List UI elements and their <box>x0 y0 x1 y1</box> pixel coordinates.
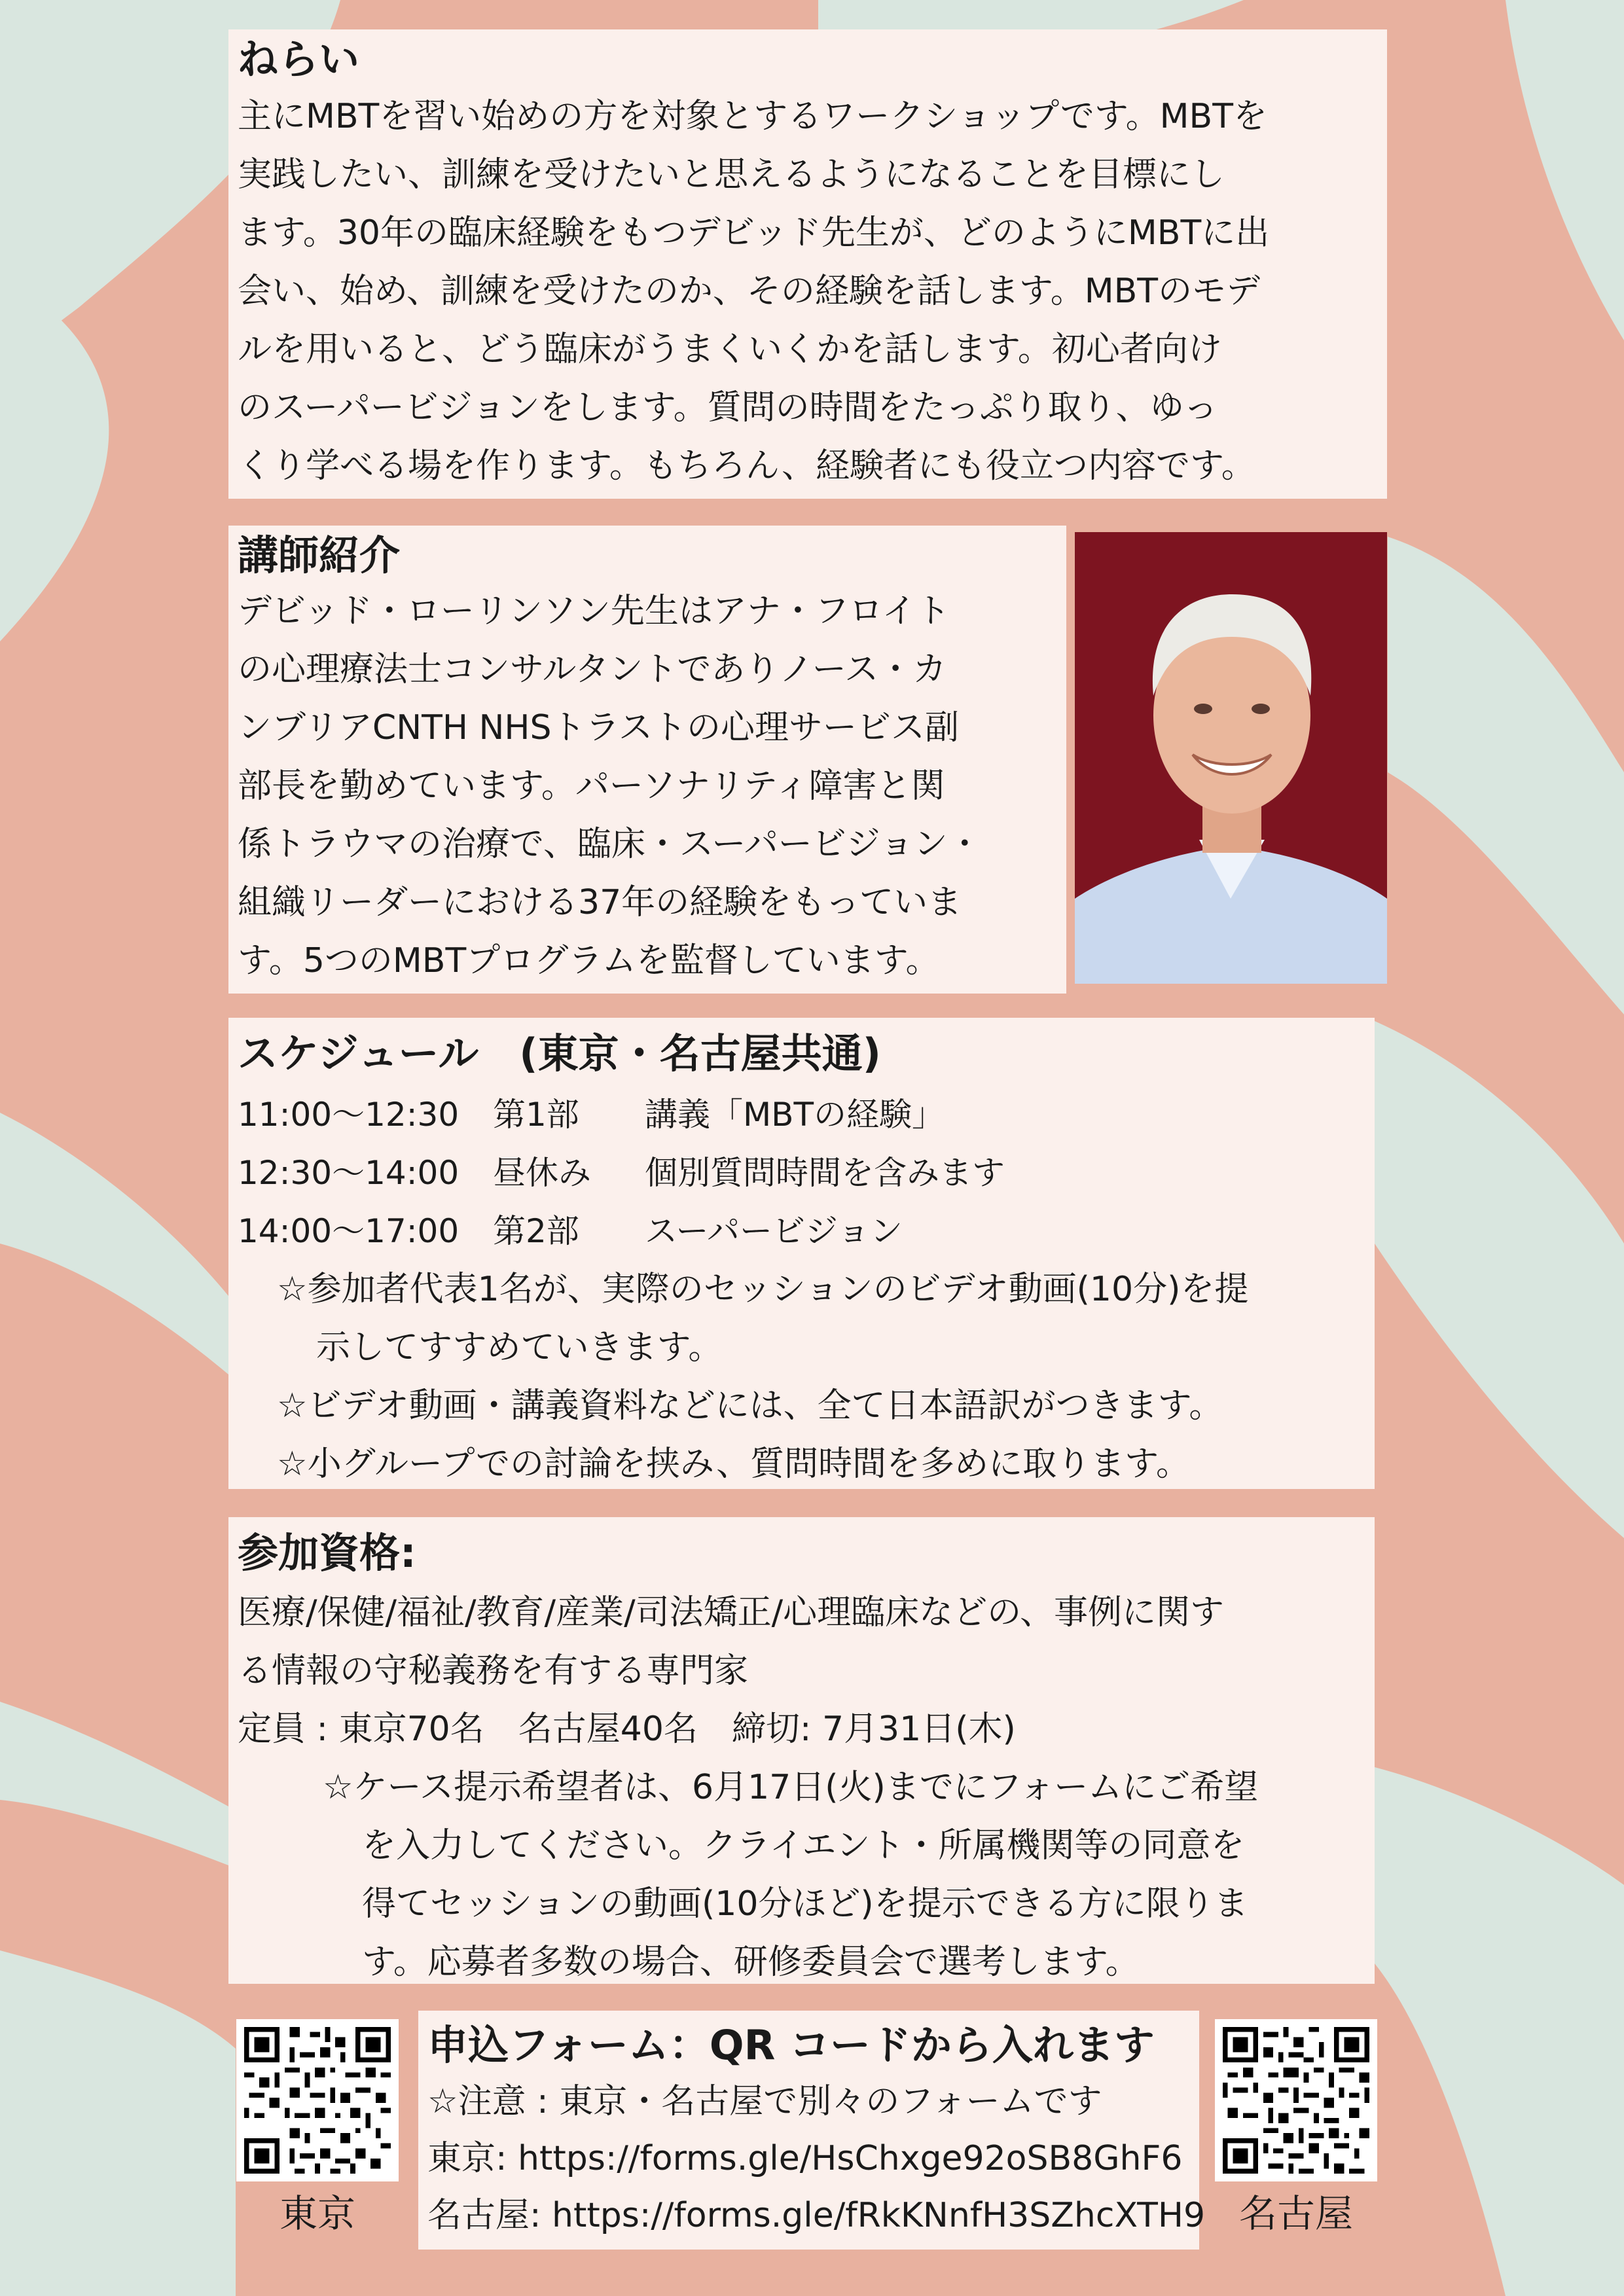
lecturer-title: 講師紹介 <box>238 531 401 579</box>
qualification-title: 参加資格: <box>238 1529 416 1577</box>
aims-line: くり学べる場を作ります。もちろん、経験者にも役立つ内容です。 <box>238 446 1255 486</box>
lecturer-section <box>228 526 1066 994</box>
schedule-time: 14:00〜17:00 <box>238 1212 460 1250</box>
schedule-part: 第2部 <box>493 1212 579 1250</box>
aims-line: 主にMBTを習い始めの方を対象とするワークショップです。MBTを <box>238 97 1267 136</box>
schedule-desc: 個別質問時間を含みます <box>645 1154 1005 1192</box>
application-title: 申込フォーム：QR コードから入れます <box>427 2021 1155 2069</box>
schedule-desc: 講義「MBTの経験」 <box>645 1096 945 1134</box>
tokyo-qr-label: 東京 <box>279 2191 355 2236</box>
application-body <box>427 2073 1206 2244</box>
aims-title: ねらい <box>238 35 360 83</box>
qualification-body <box>238 1584 1365 1759</box>
nagoya-qr-code[interactable] <box>1215 2019 1377 2181</box>
aims-line: 実践したい、訓練を受けたいと思えるようになることを目標にし <box>238 155 1225 194</box>
lecturer-line: 部長を勤めています。パーソナリティ障害と関 <box>238 766 945 806</box>
qualification-note-line: を入力してください。クライエント・所属機関等の同意を <box>362 1826 1245 1865</box>
schedule-note-line: ☆参加者代表1名が、実際のセッションのビデオ動画(10分)を提 <box>277 1270 1249 1309</box>
lecturer-line: の心理療法士コンサルタントでありノース・カ <box>238 650 947 689</box>
schedule-desc: スーパービジョン <box>645 1212 903 1250</box>
schedule-note-line: ☆小グループでの討論を挟み、質問時間を多めに取ります。 <box>277 1444 1190 1484</box>
qr-code-icon <box>1223 2027 1369 2174</box>
qr-code-icon <box>244 2027 391 2174</box>
aims-section <box>228 29 1387 499</box>
qualification-note-line: す。応募者多数の場合、研修委員会で選考します。 <box>362 1943 1140 1982</box>
portrait-illustration <box>1075 532 1387 984</box>
schedule-notes <box>238 1261 1365 1494</box>
lecturer-line: 係トラウマの治療で、臨床・スーパービジョン・ <box>238 825 982 864</box>
qualification-line: る情報の守秘義務を有する専門家 <box>238 1651 749 1691</box>
lecturer-line: 組織リーダーにおける37年の経験をもっていま <box>238 883 962 922</box>
schedule-part: 昼休み <box>493 1154 591 1192</box>
schedule-part: 第1部 <box>493 1096 579 1134</box>
qualification-section <box>228 1517 1375 1984</box>
lecturer-line: ンブリアCNTH NHSトラストの心理サービス副 <box>238 708 959 747</box>
schedule-row <box>238 1202 1365 1261</box>
aims-body <box>238 88 1378 495</box>
schedule-table <box>238 1086 1365 1261</box>
schedule-time: 12:30〜14:00 <box>238 1154 460 1192</box>
application-section <box>418 2011 1206 2250</box>
lecturer-photo <box>1075 532 1387 984</box>
lecturer-body <box>238 583 1057 990</box>
qualification-line: 医療/保健/福祉/教育/産業/司法矯正/心理臨床などの、事例に関す <box>238 1593 1225 1632</box>
application-note: ☆注意 : 東京・名古屋で別々のフォームです <box>427 2082 1102 2121</box>
aims-line: ルを用いると、どう臨床がうまくいくかを話します。初心者向け <box>238 330 1222 369</box>
schedule-row <box>238 1144 1365 1202</box>
nagoya-qr-label: 名古屋 <box>1238 2191 1353 2236</box>
nagoya-form-link[interactable]: 名古屋: https://forms.gle/fRkKNnfH3SZhcXTH9 <box>427 2196 1206 2235</box>
qualification-capacity: 定員 : 東京70名 名古屋40名 締切: 7月31日(木) <box>238 1710 1016 1749</box>
aims-line: のスーパービジョンをします。質問の時間をたっぷり取り、ゆっ <box>238 388 1218 427</box>
qualification-note <box>238 1759 1365 1992</box>
tokyo-qr-code[interactable] <box>236 2019 399 2181</box>
qualification-note-line: 得てセッションの動画(10分ほど)を提示できる方に限りま <box>362 1884 1248 1924</box>
schedule-title: スケジュール (東京・名古屋共通) <box>238 1030 881 1077</box>
lecturer-line: す。5つのMBTプログラムを監督しています。 <box>238 941 940 980</box>
schedule-note-line: ☆ビデオ動画・講義資料などには、全て日本語訳がつきます。 <box>277 1386 1223 1426</box>
schedule-section <box>228 1018 1375 1489</box>
schedule-note-line: 示してすすめていきます。 <box>316 1328 723 1367</box>
schedule-time: 11:00〜12:30 <box>238 1096 460 1134</box>
lecturer-line: デビッド・ローリンソン先生はアナ・フロイト <box>238 592 950 631</box>
aims-line: ます。30年の臨床経験をもつデビッド先生が、どのようにMBTに出 <box>238 213 1270 253</box>
tokyo-form-link[interactable]: 東京: https://forms.gle/HsChxge92oSB8GhF6 <box>427 2139 1183 2178</box>
aims-line: 会い、始め、訓練を受けたのか、その経験を話します。MBTのモデ <box>238 272 1261 311</box>
schedule-row <box>238 1086 1365 1144</box>
qualification-note-line: ☆ケース提示希望者は、6月17日(火)までにフォームにご希望 <box>323 1768 1259 1807</box>
